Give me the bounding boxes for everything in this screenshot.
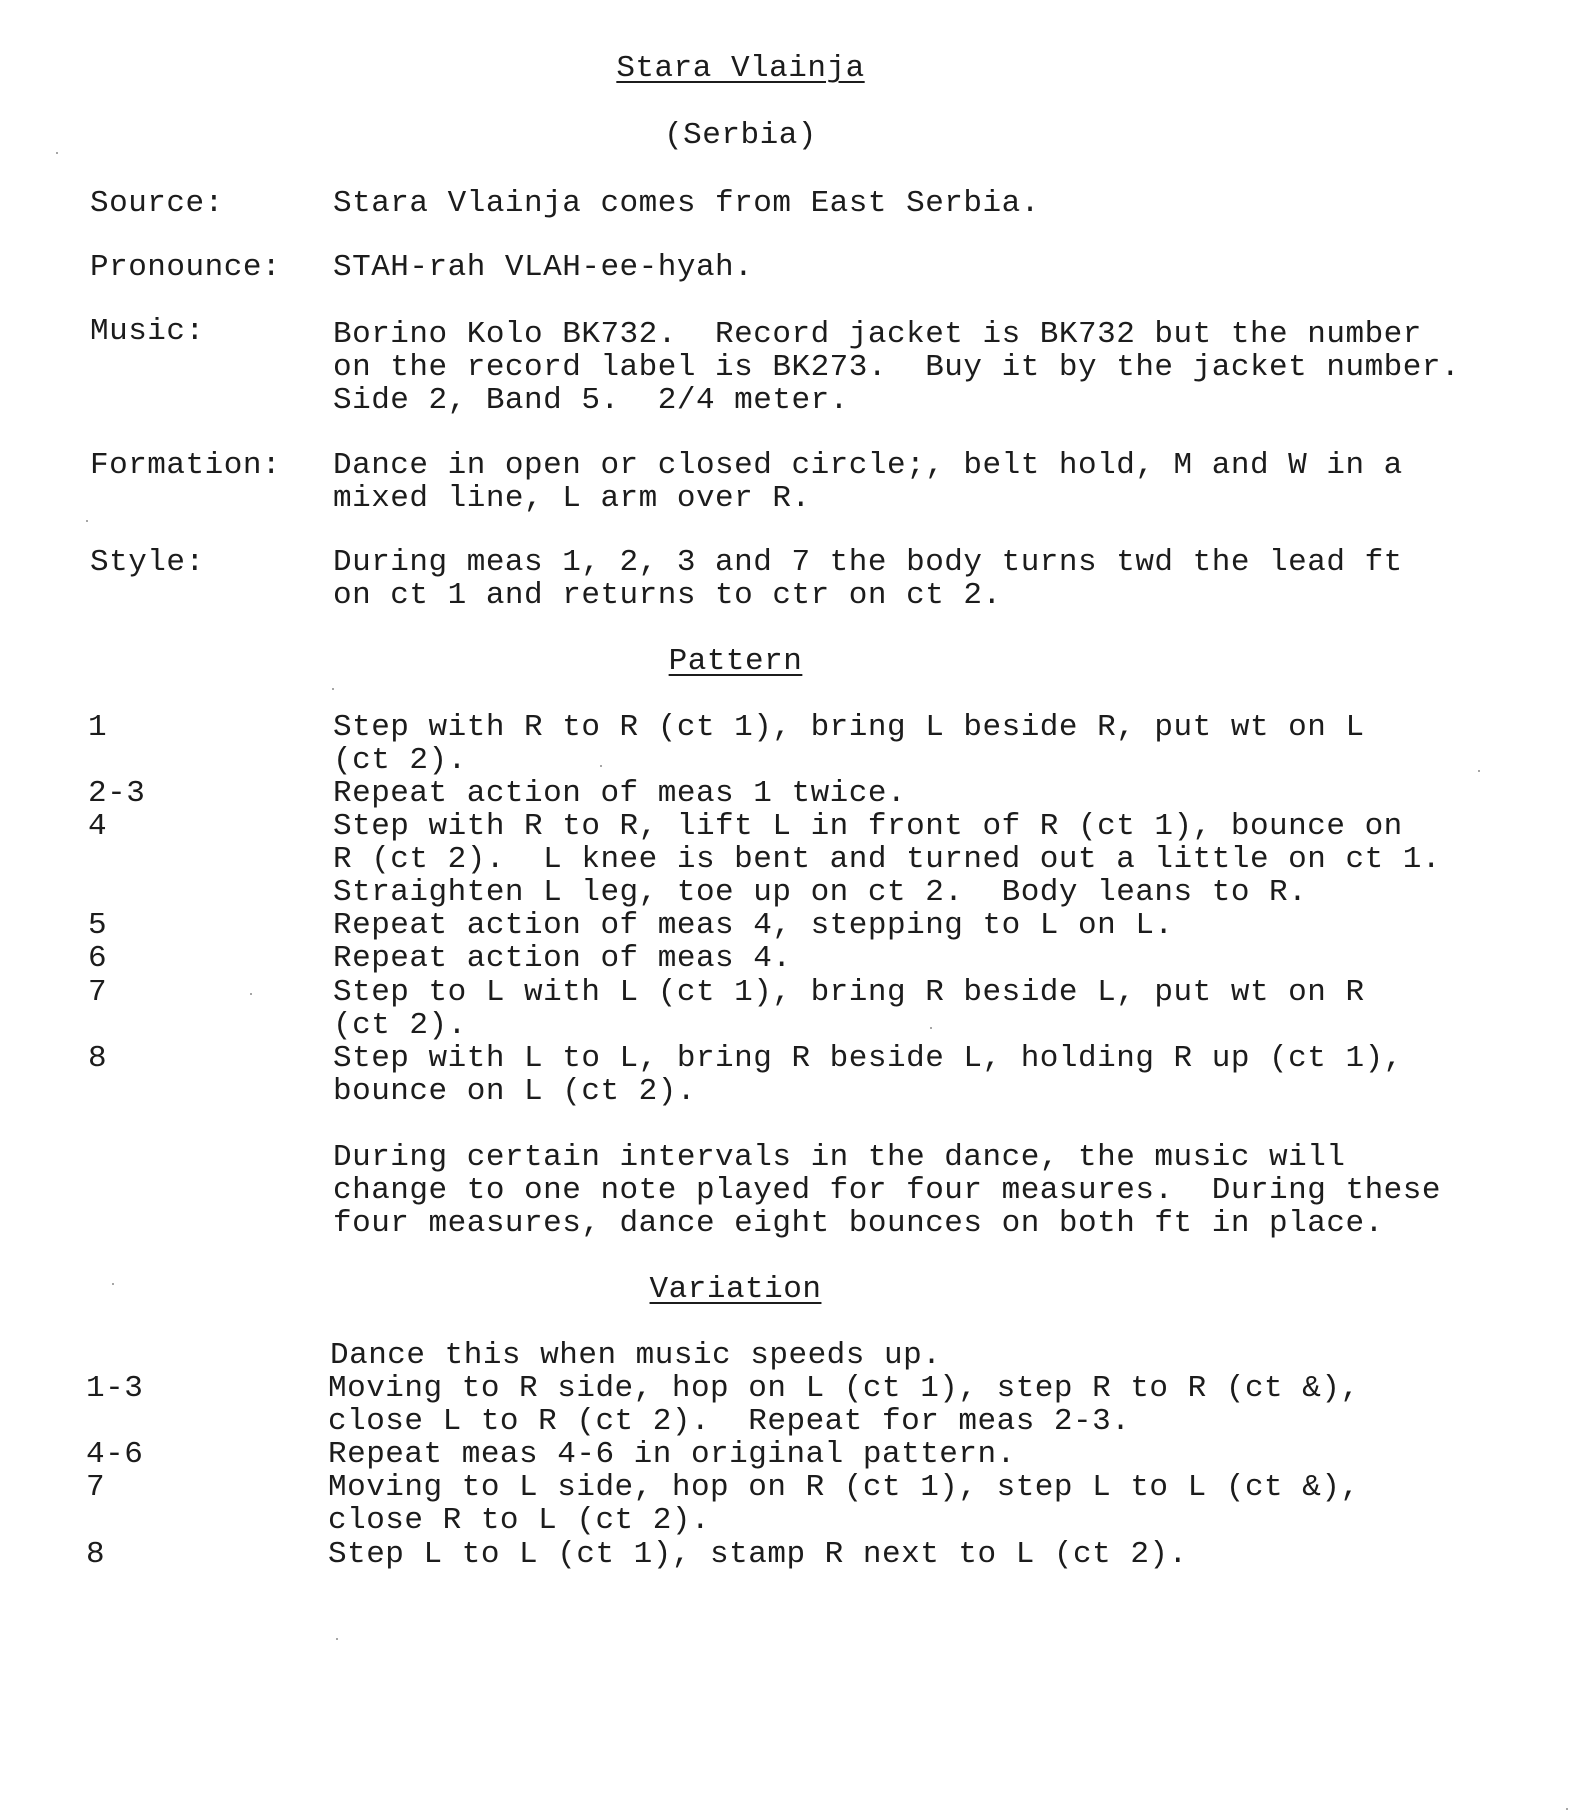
paper-speck (86, 520, 88, 522)
music-text-line: Side 2, Band 5. 2/4 meter. (333, 383, 849, 418)
step-text-line: R (ct 2). L knee is bent and turned out a little on ct 1. (333, 842, 1441, 877)
step-text-line: Repeat action of meas 1 twice. (333, 776, 907, 811)
note-text-line: change to one note played for four measures. During these (333, 1173, 1441, 1208)
paper-speck (1566, 1808, 1568, 1810)
paper-speck (336, 1638, 338, 1640)
measure-number: 6 (88, 941, 108, 976)
paper-speck (250, 993, 252, 995)
measure-number: 1 (88, 710, 108, 745)
formation-text-line: mixed line, L arm over R. (333, 481, 811, 516)
paper-speck (112, 1283, 114, 1285)
music-label: Music: (90, 314, 205, 349)
measure-number: 2-3 (88, 776, 146, 811)
paper-speck (56, 152, 58, 154)
variation-intro: Dance this when music speeds up. (330, 1338, 942, 1373)
source-text: Stara Vlainja comes from East Serbia. (333, 186, 1040, 221)
step-text-line: (ct 2). (333, 1008, 467, 1043)
source-label: Source: (90, 186, 224, 221)
measure-number: 4 (88, 809, 108, 844)
paper-speck (600, 765, 602, 767)
pronounce-label: Pronounce: (90, 250, 282, 285)
variation-step-line: Moving to R side, hop on L (ct 1), step R to R (ct &), (328, 1371, 1360, 1406)
variation-step-line: Moving to L side, hop on R (ct 1), step L to L (ct &), (328, 1470, 1360, 1505)
music-text-line: Borino Kolo BK732. Record jacket is BK732 but the number (333, 317, 1422, 352)
step-text-line: Straighten L leg, toe up on ct 2. Body leans to R. (333, 875, 1308, 910)
dance-region: (Serbia) (664, 118, 817, 153)
variation-step-line: close R to L (ct 2). (328, 1503, 711, 1538)
style-text-line: on ct 1 and returns to ctr on ct 2. (333, 578, 1002, 613)
pronounce-text: STAH-rah VLAH-ee-hyah. (333, 250, 754, 285)
dance-title: Stara Vlainja (616, 51, 865, 86)
style-text-line: During meas 1, 2, 3 and 7 the body turns twd the lead ft (333, 545, 1403, 580)
measure-number: 8 (88, 1041, 108, 1076)
measure-number: 1-3 (86, 1371, 144, 1406)
note-text-line: four measures, dance eight bounces on both ft in place. (333, 1206, 1384, 1241)
step-text-line: Step to L with L (ct 1), bring R beside L, put wt on R (333, 975, 1365, 1010)
formation-text-line: Dance in open or closed circle;, belt hold, M and W in a (333, 448, 1403, 483)
step-text-line: Step with L to L, bring R beside L, holding R up (ct 1), (333, 1041, 1403, 1076)
variation-heading: Variation (649, 1272, 822, 1307)
step-text-line: Step with R to R (ct 1), bring L beside R, put wt on L (333, 710, 1365, 745)
step-text-line: Repeat action of meas 4, stepping to L on L. (333, 908, 1174, 943)
step-text-line: Repeat action of meas 4. (333, 941, 792, 976)
measure-number: 4-6 (86, 1437, 144, 1472)
measure-number: 7 (86, 1470, 106, 1505)
step-text-line: Step with R to R, lift L in front of R (ct 1), bounce on (333, 809, 1403, 844)
measure-number: 7 (88, 975, 108, 1010)
paper-speck (332, 688, 334, 690)
measure-number: 5 (88, 908, 108, 943)
variation-step-line: close L to R (ct 2). Repeat for meas 2-3. (328, 1404, 1131, 1439)
variation-step-line: Step L to L (ct 1), stamp R next to L (ct 2). (328, 1537, 1188, 1572)
step-text-line: (ct 2). (333, 743, 467, 778)
step-text-line: bounce on L (ct 2). (333, 1074, 696, 1109)
formation-label: Formation: (90, 448, 282, 483)
measure-number: 8 (86, 1537, 106, 1572)
pattern-heading: Pattern (668, 644, 803, 679)
variation-step-line: Repeat meas 4-6 in original pattern. (328, 1437, 1016, 1472)
style-label: Style: (90, 545, 205, 580)
paper-speck (1478, 770, 1480, 772)
music-text-line: on the record label is BK273. Buy it by the jacket number. (333, 350, 1461, 385)
note-text-line: During certain intervals in the dance, the music will (333, 1140, 1346, 1175)
paper-speck (930, 1027, 932, 1029)
